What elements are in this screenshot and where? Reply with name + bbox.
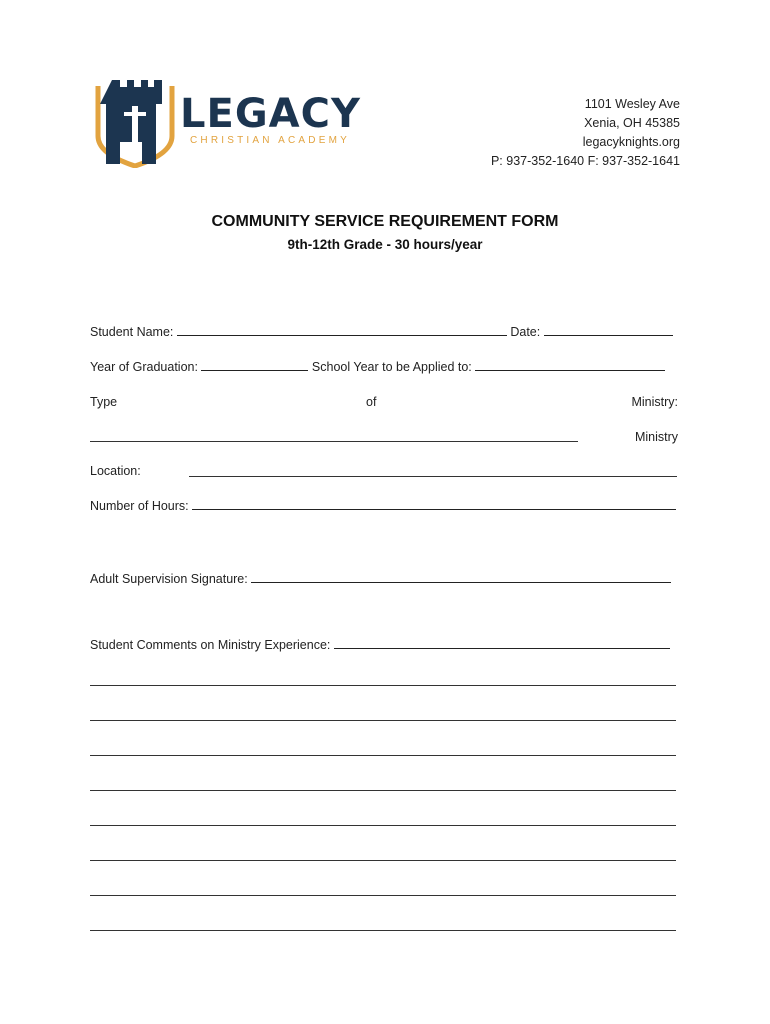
ministry-label: Ministry — [634, 430, 678, 444]
student-comments-label: Student Comments on Ministry Experience: — [90, 638, 331, 652]
comment-line[interactable] — [90, 930, 676, 931]
comment-line[interactable] — [90, 895, 676, 896]
student-name-field[interactable] — [177, 323, 507, 336]
comment-line[interactable] — [90, 720, 676, 721]
location-label: Location: — [90, 464, 141, 478]
comment-line[interactable] — [90, 790, 676, 791]
address-city: Xenia, OH 45385 — [584, 116, 680, 130]
student-name-label: Student Name: — [90, 325, 174, 339]
school-year-field[interactable] — [475, 358, 665, 371]
student-comments-field[interactable] — [334, 636, 670, 649]
comment-line[interactable] — [90, 825, 676, 826]
address-phones: P: 937-352-1640 F: 937-352-1641 — [490, 154, 680, 168]
form-subtitle: 9th-12th Grade - 30 hours/year — [287, 237, 483, 252]
year-of-graduation-field[interactable] — [201, 358, 308, 371]
type-word-1: Type — [90, 395, 118, 409]
adult-signature-field[interactable] — [251, 570, 671, 583]
address-block — [491, 95, 680, 171]
address-website: legacyknights.org — [582, 135, 680, 149]
type-word-2: of — [366, 395, 377, 409]
date-label: Date: — [510, 325, 541, 339]
student-comments-row — [90, 636, 670, 653]
comment-line[interactable] — [90, 685, 676, 686]
location-field[interactable] — [189, 476, 677, 477]
address-street: 1101 Wesley Ave — [584, 97, 680, 111]
number-of-hours-field[interactable] — [192, 497, 676, 510]
number-of-hours-row — [90, 497, 676, 514]
year-of-graduation-label: Year of Graduation: — [90, 360, 198, 374]
number-of-hours-label: Number of Hours: — [90, 499, 189, 513]
date-field[interactable] — [544, 323, 673, 336]
graduation-row — [90, 358, 665, 375]
comment-line[interactable] — [90, 755, 676, 756]
logo-wordmark: LEGACY — [180, 91, 361, 137]
type-word-3: Ministry: — [631, 395, 678, 409]
comment-line[interactable] — [90, 860, 676, 861]
school-year-label: School Year to be Applied to: — [311, 360, 472, 374]
adult-signature-label: Adult Supervision Signature: — [90, 572, 248, 586]
student-name-row — [90, 323, 673, 340]
castle-sword-emblem-icon — [90, 76, 180, 168]
adult-signature-row — [90, 570, 671, 587]
type-of-ministry-field[interactable] — [90, 441, 578, 442]
form-title: COMMUNITY SERVICE REQUIREMENT FORM — [211, 213, 559, 230]
logo-tagline: CHRISTIAN ACADEMY — [190, 135, 350, 146]
